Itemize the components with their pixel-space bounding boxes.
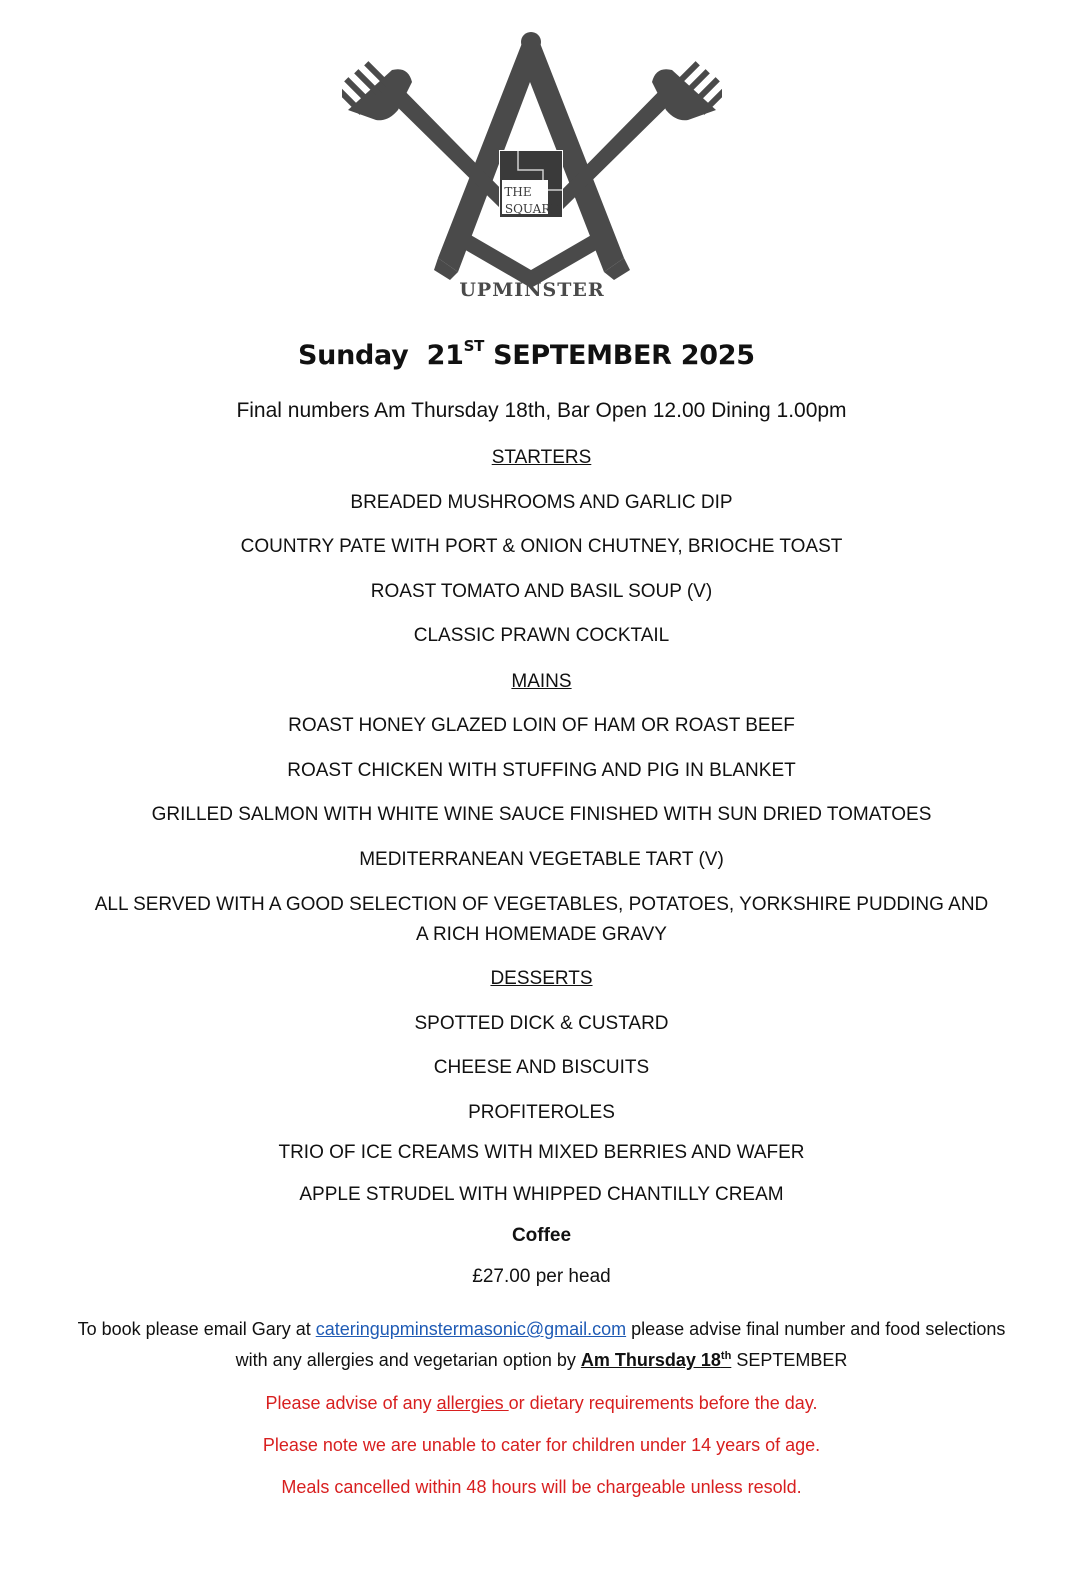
main-item: MEDITERRANEAN VEGETABLE TART (V): [359, 849, 724, 870]
price-label: £27.00 per head: [472, 1266, 611, 1287]
starter-item: ROAST TOMATO AND BASIL SOUP (V): [370, 581, 713, 602]
allergy-notice: [0, 1393, 1083, 1414]
square-plaque: [499, 150, 563, 218]
starter-item: COUNTRY PATE WITH PORT & ONION CHUTNEY, BRIOCHE TOAST: [240, 536, 843, 557]
starter-item: CLASSIC PRAWN COCKTAIL: [413, 625, 670, 646]
desserts-heading: DESSERTS: [490, 968, 593, 989]
main-item: ROAST CHICKEN WITH STUFFING AND PIG IN BLANKET: [287, 760, 796, 781]
dessert-item: PROFITEROLES: [468, 1102, 615, 1123]
starters-heading: STARTERS: [491, 447, 592, 468]
starter-item: BREADED MUSHROOMS AND GARLIC DIP: [350, 492, 733, 513]
subtitle: Final numbers Am Thursday 18th, Bar Open 12.00 Dining 1.00pm: [236, 399, 847, 422]
main-item: GRILLED SALMON WITH WHITE WINE SAUCE FINISHED WITH SUN DRIED TOMATOES: [151, 804, 932, 825]
dessert-item: APPLE STRUDEL WITH WHIPPED CHANTILLY CREAM: [299, 1184, 784, 1205]
main-item: ROAST HONEY GLAZED LOIN OF HAM OR ROAST BEEF: [288, 715, 795, 736]
dessert-item: CHEESE AND BISCUITS: [433, 1057, 650, 1078]
booking-deadline: [581, 1350, 731, 1370]
right-fork-icon: [552, 61, 722, 210]
page-title: [298, 337, 755, 371]
dessert-item: SPOTTED DICK & CUSTARD: [414, 1013, 669, 1034]
title-day: Sunday: [298, 340, 409, 371]
dessert-item: TRIO OF ICE CREAMS WITH MIXED BERRIES AND WAFER: [278, 1142, 805, 1163]
booking-email-link[interactable]: cateringupminstermasonic@gmail.com: [315, 1319, 627, 1339]
title-month-year: SEPTEMBER 2025: [493, 340, 755, 371]
allergy-pre: Please advise of any: [265, 1393, 437, 1413]
coffee-label: Coffee: [511, 1225, 572, 1246]
logo-the-text: THE: [504, 185, 532, 199]
cancellation-notice: Meals cancelled within 48 hours will be chargeable unless resold.: [281, 1477, 802, 1497]
logo-square-text: SQUARE: [504, 202, 560, 216]
mains-heading: MAINS: [511, 671, 572, 692]
the-square-upminster-logo: [342, 30, 722, 305]
booking-deadline-rest: SEPTEMBER: [731, 1350, 848, 1370]
allergy-word: allergies: [436, 1393, 509, 1413]
booking-deadline-text: Am Thursday 18: [580, 1350, 721, 1370]
booking-intro: To book please email Gary at: [77, 1319, 316, 1339]
allergy-post: or dietary requirements before the day.: [508, 1393, 818, 1413]
mains-note: ALL SERVED WITH A GOOD SELECTION OF VEGETABLES, POTATOES, YORKSHIRE PUDDING AND A RICH HOMEMADE GRAVY: [94, 894, 989, 945]
logo-upminster-text: UPMINSTER: [459, 279, 605, 301]
children-notice: Please note we are unable to cater for children under 14 years of age.: [262, 1435, 821, 1455]
booking-paragraph: [60, 1316, 1023, 1374]
title-date-num: 21: [426, 340, 464, 371]
title-date-suffix: ST: [463, 337, 485, 355]
booking-middle: please advise final number and food selections with any allergies and vegetarian option by: [235, 1319, 1006, 1370]
booking-deadline-sup: th: [720, 1350, 732, 1362]
